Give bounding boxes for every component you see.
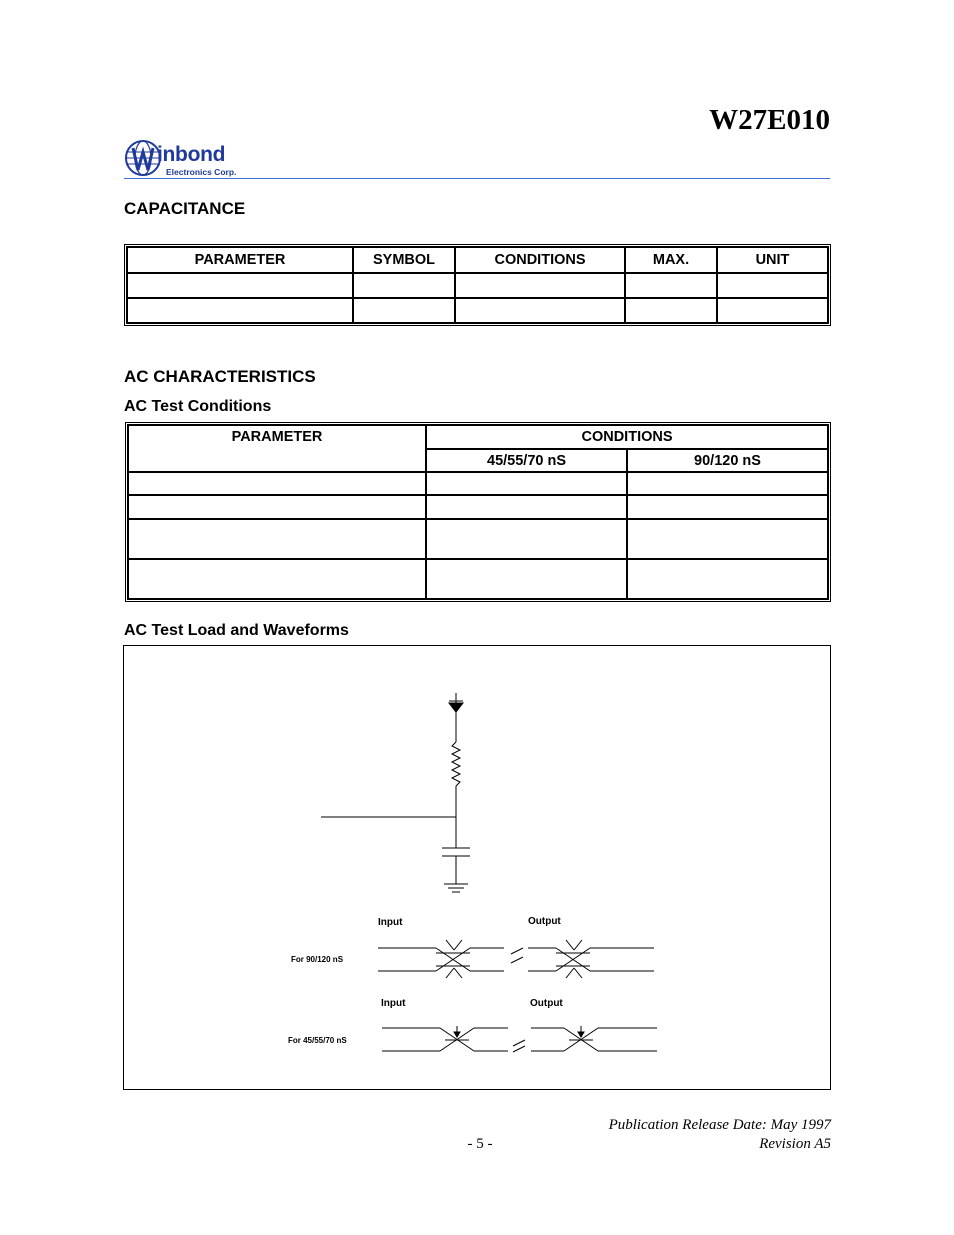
part-number: W27E010: [709, 104, 830, 136]
revision: Revision A5: [759, 1136, 831, 1152]
resistor-icon: [452, 742, 460, 786]
winbond-logo: [124, 136, 254, 180]
ac-characteristics-heading: AC CHARACTERISTICS: [124, 367, 316, 386]
test-load-circuit-and-waveforms: [124, 646, 830, 1089]
table-cell: [625, 273, 717, 298]
output-label-45-55-70: Output: [530, 998, 563, 1009]
table-cell: [426, 472, 627, 495]
ac-test-load-figure: [123, 645, 831, 1090]
column-header: MAX.: [625, 247, 717, 273]
input-label-90-120: Input: [378, 917, 403, 928]
ac-test-conditions-heading: AC Test Conditions: [124, 398, 272, 415]
column-subheader: 90/120 nS: [627, 449, 828, 472]
table-row: [128, 495, 828, 518]
table-cell: [627, 519, 828, 559]
row-label-45-55-70: For 45/55/70 nS: [288, 1036, 347, 1045]
waveform-90-120: [378, 940, 654, 978]
diode-icon: [449, 703, 463, 712]
table-cell: [127, 273, 353, 298]
table-cell: [627, 559, 828, 599]
capacitance-table: [124, 244, 831, 326]
table-header-row: [127, 247, 828, 273]
capacitance-heading: CAPACITANCE: [124, 199, 246, 218]
row-label-90-120: For 90/120 nS: [291, 955, 344, 964]
column-header: PARAMETER: [128, 425, 426, 472]
ac-test-load-heading: AC Test Load and Waveforms: [124, 622, 349, 639]
table-cell: [625, 298, 717, 323]
table-cell: [128, 519, 426, 559]
table-cell: [455, 298, 625, 323]
table-row: [128, 472, 828, 495]
column-header: PARAMETER: [127, 247, 353, 273]
table-cell: [426, 495, 627, 518]
publication-release-date: Publication Release Date: May 1997: [608, 1117, 831, 1133]
header-rule: [124, 178, 830, 179]
table-cell: [353, 273, 455, 298]
table-cell: [627, 472, 828, 495]
table-cell: [128, 495, 426, 518]
table-row: [128, 519, 828, 559]
column-header: UNIT: [717, 247, 828, 273]
ac-test-conditions-table: [125, 422, 831, 602]
table-header-row: [128, 425, 828, 449]
table-cell: [353, 298, 455, 323]
waveform-45-55-70: [382, 1026, 657, 1052]
table-cell: [627, 495, 828, 518]
table-cell: [128, 472, 426, 495]
table-cell: [426, 519, 627, 559]
column-header: CONDITIONS: [455, 247, 625, 273]
logo-wordmark: inbond: [157, 143, 226, 166]
table-cell: [127, 298, 353, 323]
column-subheader: 45/55/70 nS: [426, 449, 627, 472]
table-row: [127, 273, 828, 298]
table-cell: [717, 273, 828, 298]
column-header: SYMBOL: [353, 247, 455, 273]
table-cell: [426, 559, 627, 599]
input-label-45-55-70: Input: [381, 998, 406, 1009]
table-cell: [128, 559, 426, 599]
table-cell: [455, 273, 625, 298]
table-cell: [717, 298, 828, 323]
column-header: CONDITIONS: [426, 425, 828, 449]
logo-subtext: Electronics Corp.: [166, 167, 237, 177]
table-row: [128, 559, 828, 599]
output-label-90-120: Output: [528, 916, 561, 927]
table-row: [127, 298, 828, 323]
page-number: - 5 -: [467, 1136, 493, 1152]
test-load-circuit: [321, 693, 470, 892]
